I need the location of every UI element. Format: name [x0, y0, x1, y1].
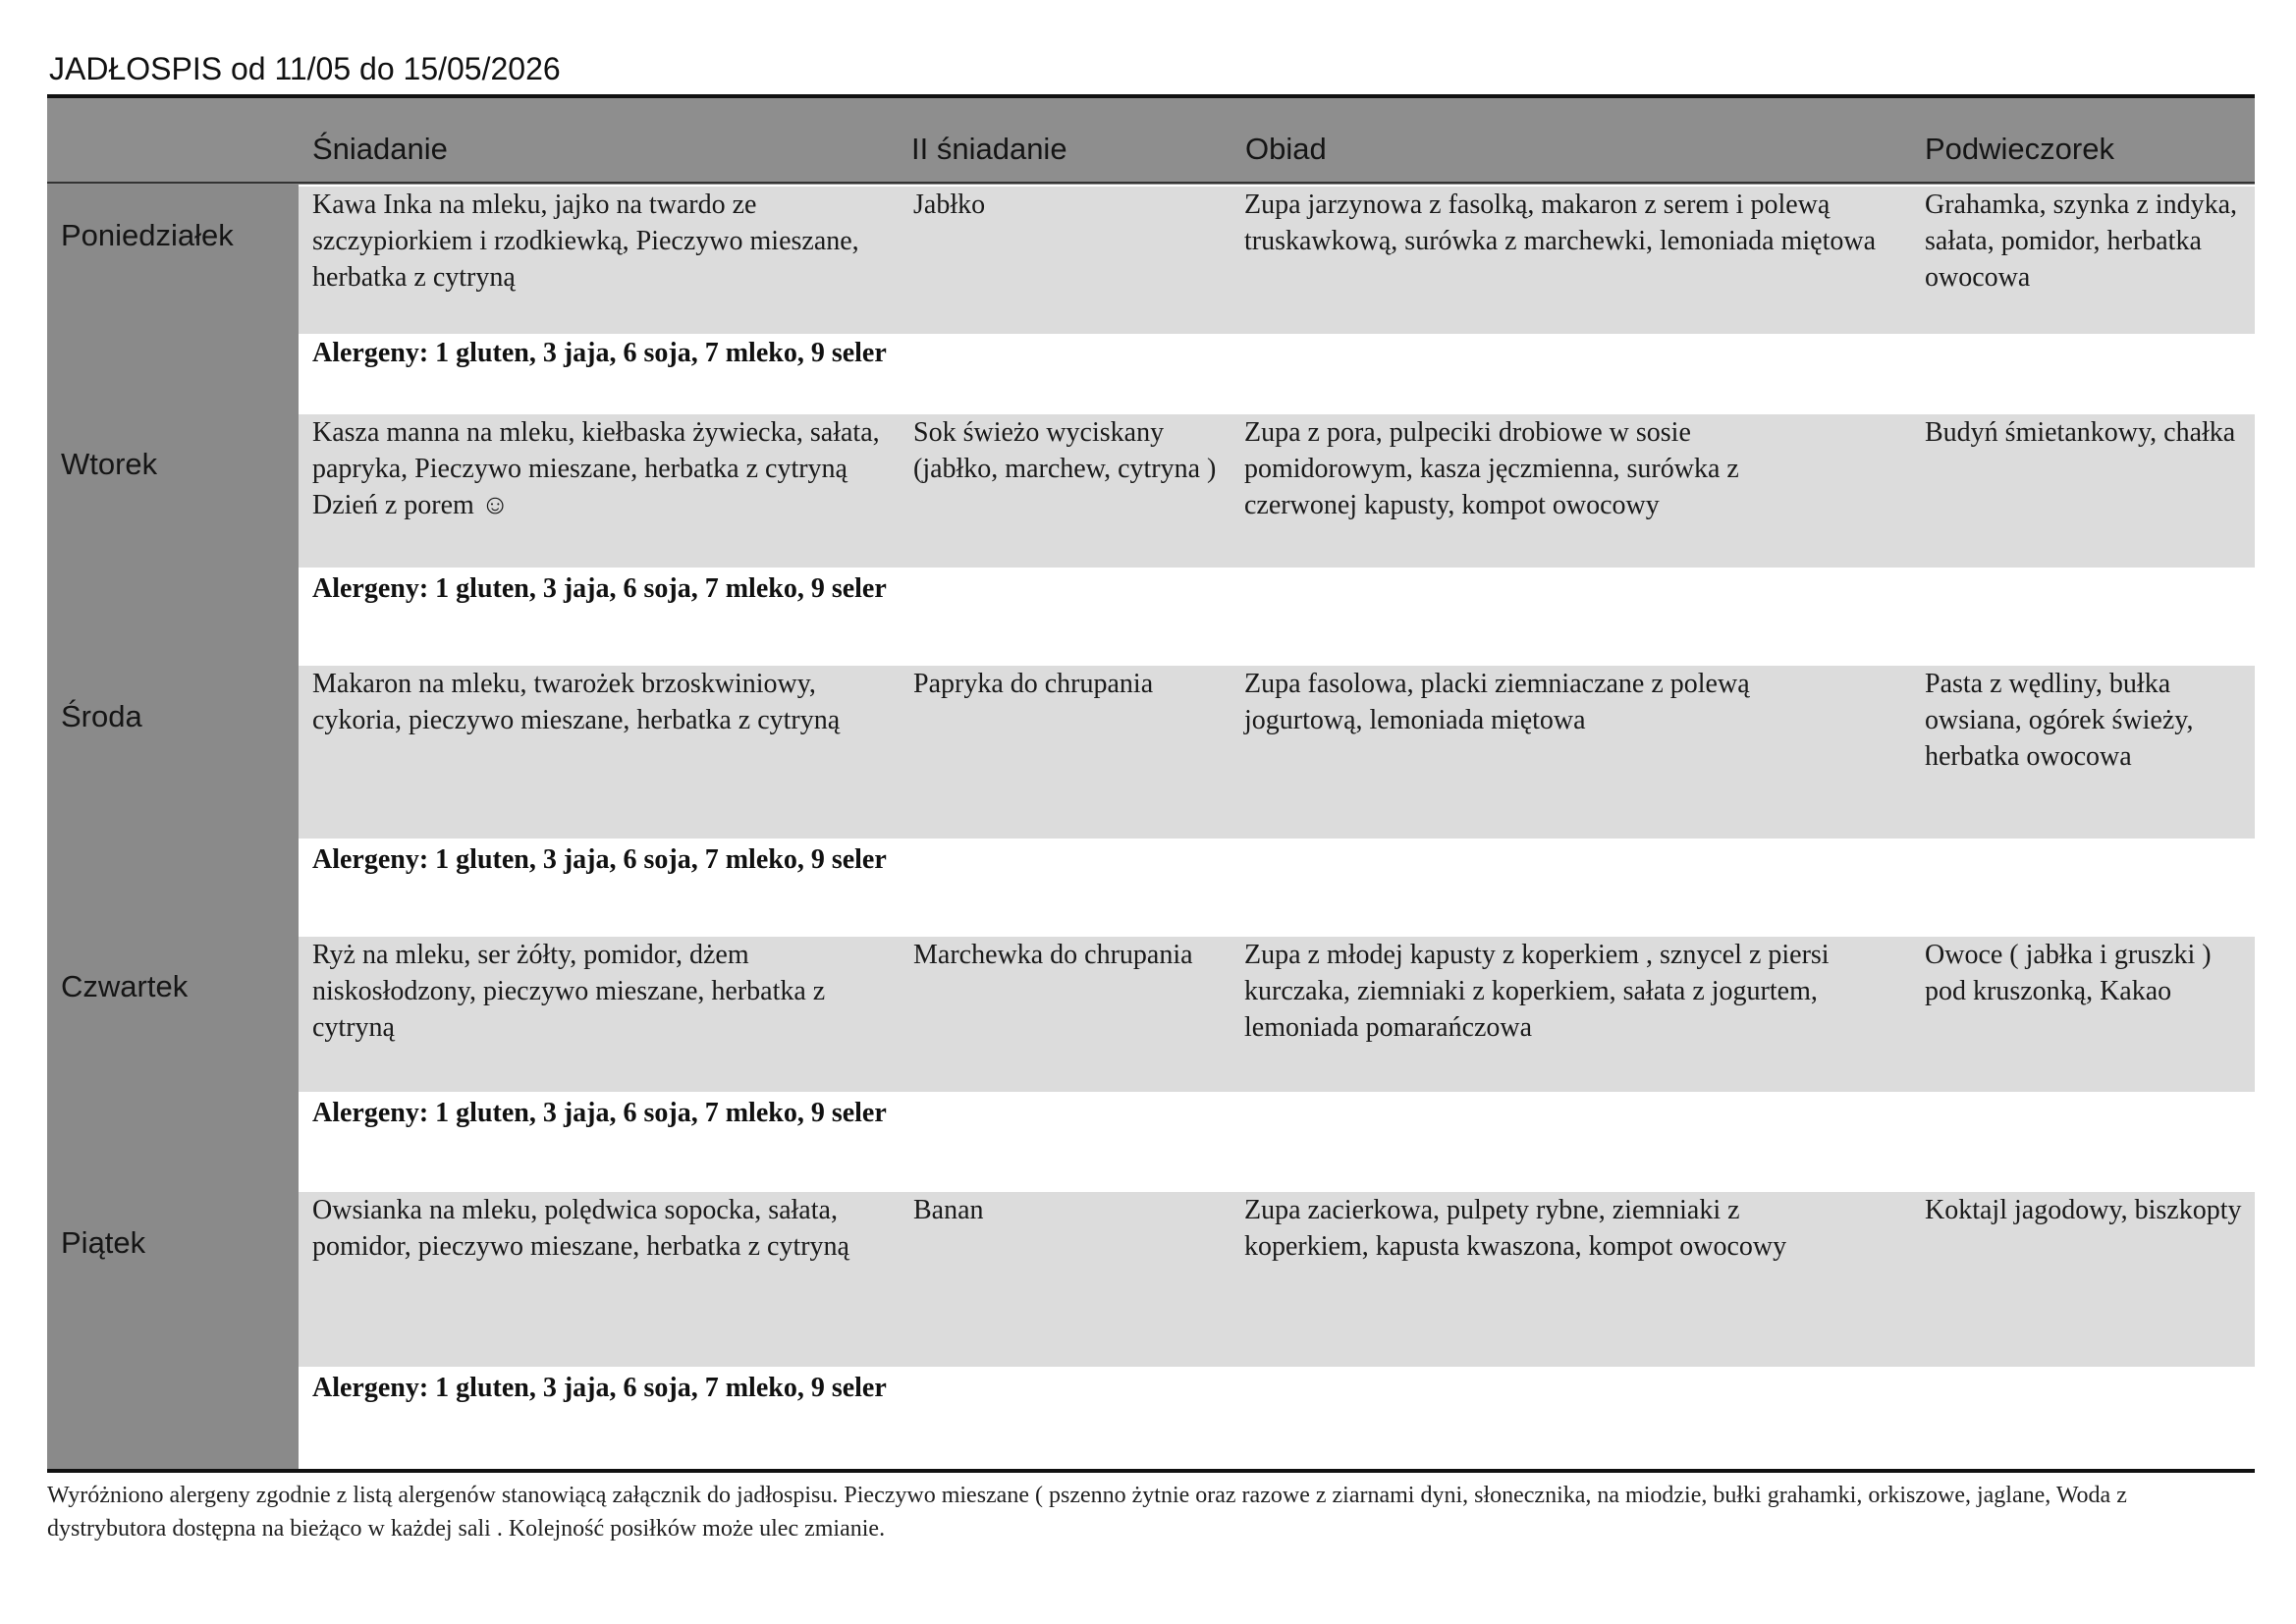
footnote: Wyróżniono alergeny zgodnie z listą alergenów stanowiącą załącznik do jadłospisu. Pieczywo mieszane ( pszenno żytnie oraz razowe z ziarnami dyni, słonecznika, na miodzie, bułki grahamki, orkiszowe, jaglane, Woda z dystrybutora dostępna na bieżąco w każdej sali . Kolejność posiłków może ulec zmianie.: [47, 1483, 2127, 1542]
allergens-tuesday: Alergeny: 1 gluten, 3 jaja, 6 soja, 7 mleko, 9 seler: [312, 573, 887, 604]
lunch-monday: Zupa jarzynowa z fasolką, makaron z serem i polewą truskawkową, surówka z marchewki, lemoniada miętowa: [1244, 189, 1877, 256]
allergens-friday: Alergeny: 1 gluten, 3 jaja, 6 soja, 7 mleko, 9 seler: [312, 1373, 887, 1403]
breakfast-wednesday: Makaron na mleku, twarożek brzoskwiniowy, cykoria, pieczywo mieszane, herbatka z cytryną: [312, 669, 841, 735]
allergens-wednesday: Alergeny: 1 gluten, 3 jaja, 6 soja, 7 mleko, 9 seler: [312, 844, 887, 875]
lunch-thursday: Zupa z młodej kapusty z koperkiem , sznycel z piersi kurczaka, ziemniaki z koperkiem, sałata z jogurtem, lemoniada pomarańczowa: [1244, 940, 1830, 1043]
snack-wednesday: Pasta z wędliny, bułka owsiana, ogórek świeży, herbatka owocowa: [1925, 669, 2194, 772]
day-name-tuesday: Wtorek: [61, 447, 158, 481]
breakfast-friday: Owsianka na mleku, polędwica sopocka, sałata, pomidor, pieczywo mieszane, herbatka z cytryną: [312, 1195, 849, 1262]
lunch-tuesday: Zupa z pora, pulpeciki drobiowe w sosie pomidorowym, kasza jęczmienna, surówka z czerwonej kapusty, kompot owocowy: [1244, 417, 1739, 520]
lunch-friday: Zupa zacierkowa, pulpety rybne, ziemniaki z koperkiem, kapusta kwaszona, kompot owocowy: [1244, 1195, 1787, 1262]
second-breakfast-monday: Jabłko: [913, 189, 986, 220]
second-breakfast-friday: Banan: [913, 1195, 984, 1225]
day-name-thursday: Czwartek: [61, 969, 189, 1003]
lunch-wednesday: Zupa fasolowa, placki ziemniaczane z polewą jogurtową, lemoniada miętowa: [1244, 669, 1750, 735]
second-breakfast-tuesday: Sok świeżo wyciskany (jabłko, marchew, cytryna ): [913, 417, 1217, 484]
breakfast-thursday: Ryż na mleku, ser żółty, pomidor, dżem niskosłodzony, pieczywo mieszane, herbatka z cytryną: [312, 940, 826, 1043]
day-name-monday: Poniedziałek: [61, 218, 234, 252]
day-column: [47, 185, 299, 1469]
bottom-rule: [47, 1469, 2255, 1473]
header-breakfast: Śniadanie: [312, 132, 448, 166]
snack-thursday: Owoce ( jabłka i gruszki ) pod kruszonką, Kakao: [1925, 940, 2212, 1006]
header-divider: [47, 182, 2255, 184]
allergens-thursday: Alergeny: 1 gluten, 3 jaja, 6 soja, 7 mleko, 9 seler: [312, 1098, 887, 1128]
header-snack: Podwieczorek: [1925, 132, 2114, 166]
snack-friday: Koktajl jagodowy, biszkopty: [1925, 1195, 2242, 1225]
allergens-monday: Alergeny: 1 gluten, 3 jaja, 6 soja, 7 mleko, 9 seler: [312, 338, 887, 368]
table-header: [47, 98, 2255, 185]
breakfast-tuesday: Kasza manna na mleku, kiełbaska żywiecka, sałata, papryka, Pieczywo mieszane, herbatka z cytryną Dzień z porem ☺: [312, 417, 880, 520]
second-breakfast-wednesday: Papryka do chrupania: [913, 669, 1154, 699]
day-name-friday: Piątek: [61, 1225, 146, 1260]
day-name-wednesday: Środa: [61, 699, 142, 733]
snack-monday: Grahamka, szynka z indyka, sałata, pomidor, herbatka owocowa: [1925, 189, 2237, 293]
header-lunch: Obiad: [1245, 132, 1327, 166]
snack-tuesday: Budyń śmietankowy, chałka: [1925, 417, 2236, 448]
page-title: JADŁOSPIS od 11/05 do 15/05/2026: [49, 51, 561, 86]
header-second-breakfast: II śniadanie: [911, 132, 1067, 166]
breakfast-monday: Kawa Inka na mleku, jajko na twardo ze szczypiorkiem i rzodkiewką, Pieczywo mieszane, herbatka z cytryną: [312, 189, 859, 293]
second-breakfast-thursday: Marchewka do chrupania: [913, 940, 1193, 970]
